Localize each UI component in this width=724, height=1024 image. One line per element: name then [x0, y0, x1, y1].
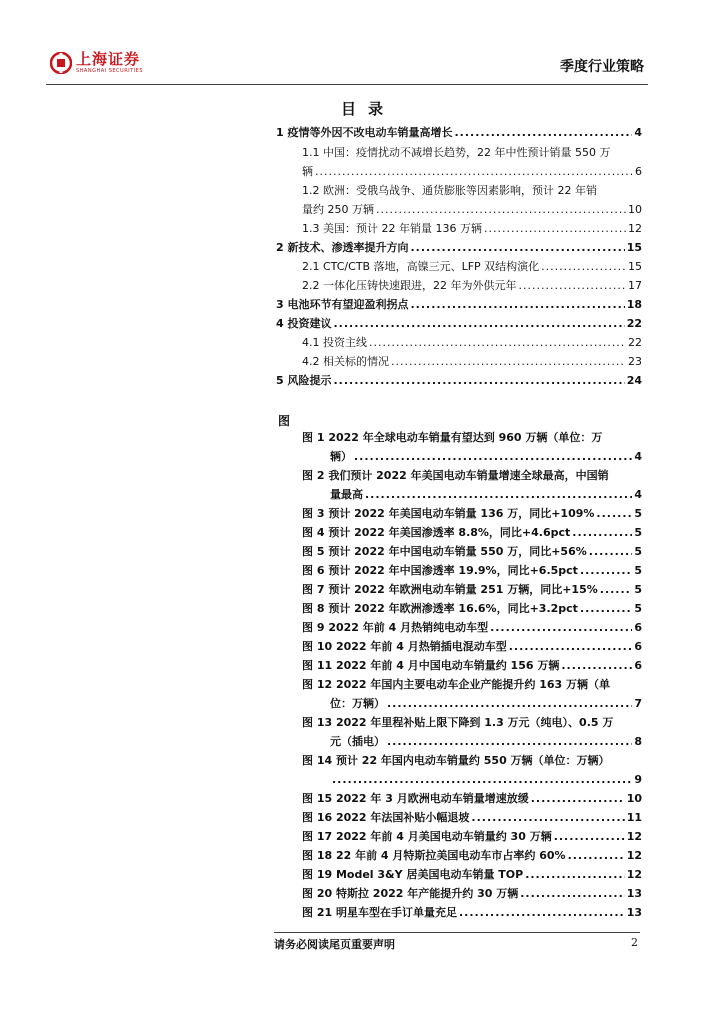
figure-entry-page: 5 — [634, 564, 642, 577]
figure-entry-text[interactable]: 图 12 2022 年国内主要电动车企业产能提升约 163 万辆（单 — [302, 678, 611, 691]
figure-entry-page: 9 — [634, 773, 642, 786]
figures-section-label: 图 — [278, 414, 291, 428]
toc-entry-page: 6 — [635, 165, 642, 178]
figure-entry-text: 图 7 预计 2022 年欧洲电动车销量 251 万辆，同比+15% — [302, 583, 598, 596]
footer-divider — [274, 932, 640, 933]
figure-entry-text: 图 5 预计 2022 年中国电动车销量 550 万，同比+56% — [302, 545, 587, 558]
toc-entry-text: 5 风险提示 — [276, 374, 332, 387]
toc-entry-text: 4.1 投资主线 — [302, 336, 367, 349]
figure-entry-text: 图 16 2022 年法国补贴小幅退坡 — [302, 811, 470, 824]
figure-entry-page: 5 — [634, 507, 642, 520]
toc-entry-page: 22 — [628, 336, 642, 349]
figure-entry-page: 5 — [634, 526, 642, 539]
toc-entry-page: 10 — [628, 203, 642, 216]
figure-entry[interactable] — [330, 772, 642, 788]
figure-entry-page: 4 — [634, 450, 642, 463]
shanghai-securities-logo-icon — [50, 52, 72, 74]
page-number: 2 — [631, 936, 638, 949]
toc-entry[interactable] — [276, 316, 642, 332]
figure-entry[interactable] — [302, 848, 642, 864]
figure-entry-text[interactable]: 图 13 2022 年里程补贴上限下降到 1.3 万元（纯电）、0.5 万 — [302, 716, 614, 729]
toc-entry-text: 2.2 一体化压铸快速跟进，22 年为外供元年 — [302, 279, 517, 292]
toc-entry-text[interactable]: 1.1 中国：疫情扰动不减增长趋势，22 年中性预计销量 550 万 — [302, 146, 611, 159]
toc-entry-page: 24 — [626, 374, 642, 387]
toc-entry-page: 4 — [634, 126, 642, 139]
figure-entry-text: 图 4 预计 2022 年美国渗透率 8.8%，同比+4.6pct — [302, 526, 571, 539]
figure-entry-page: 11 — [626, 811, 642, 824]
toc-entry-text: 2.1 CTC/CTB 落地，高镍三元、LFP 双结构演化 — [302, 260, 540, 273]
figure-entry-text: 图 10 2022 年前 4 月热销插电混动车型 — [302, 640, 507, 653]
toc-entry-text: 1 疫情等外因不改电动车销量高增长 — [276, 126, 453, 139]
figure-entry-page: 5 — [634, 583, 642, 596]
figure-entry-text[interactable]: 图 14 预计 22 年国内电动车销量约 550 万辆（单位：万辆） — [302, 754, 610, 767]
figure-entry-page: 8 — [634, 735, 642, 748]
toc-entry-text: 3 电池环节有望迎盈利拐点 — [276, 298, 409, 311]
figure-entry-page: 12 — [626, 849, 642, 862]
toc-entry-text: 量约 250 万辆 — [302, 203, 374, 216]
toc-entry-page: 12 — [628, 222, 642, 235]
page-footer — [274, 932, 640, 951]
toc-entry[interactable] — [302, 335, 642, 351]
toc-entry-text: 1.3 美国：预计 22 年销量 136 万辆 — [302, 222, 482, 235]
toc-entry-page: 15 — [628, 260, 642, 273]
brand-name: 上海证券 — [76, 50, 141, 68]
figure-entry[interactable] — [330, 449, 642, 465]
figure-entry-page: 6 — [634, 659, 642, 672]
figure-entry-text: 图 8 预计 2022 年欧洲渗透率 16.6%，同比+3.2pct — [302, 602, 578, 615]
toc-entry[interactable] — [302, 221, 642, 237]
toc-entry-page: 22 — [626, 317, 642, 330]
figure-entry-page: 7 — [634, 697, 642, 710]
figure-entry-text: 图 19 Model 3&Y 居美国电动车销量 TOP — [302, 868, 524, 881]
figure-entry-page: 6 — [634, 621, 642, 634]
figure-entry-page: 13 — [626, 887, 642, 900]
toc-entry[interactable] — [302, 202, 642, 218]
figure-entry[interactable] — [302, 506, 642, 522]
figure-entry-text[interactable]: 图 1 2022 年全球电动车销量有望达到 960 万辆（单位：万 — [302, 431, 603, 444]
brand-logo — [50, 52, 143, 74]
figure-entry-page: 10 — [626, 792, 642, 805]
figure-entry-text: 图 9 2022 年前 4 月热销纯电动车型 — [302, 621, 489, 634]
figure-entry-text: 图 3 预计 2022 年美国电动车销量 136 万，同比+109% — [302, 507, 595, 520]
figure-entry-text: 位：万辆） — [330, 697, 385, 710]
figure-entry-page: 4 — [634, 488, 642, 501]
figure-entry-page: 12 — [626, 830, 642, 843]
report-type: 季度行业策略 — [560, 59, 644, 75]
figure-entry-text: 图 15 2022 年 3 月欧洲电动车销量增速放缓 — [302, 792, 529, 805]
toc-entry-page: 18 — [626, 298, 642, 311]
figure-entry-text: 图 6 预计 2022 年中国渗透率 19.9%，同比+6.5pct — [302, 564, 578, 577]
disclaimer-notice: 请务必阅读尾页重要声明 — [274, 938, 395, 951]
figure-entry-text: 图 11 2022 年前 4 月中国电动车销量约 156 万辆 — [302, 659, 560, 672]
figure-entry-text[interactable]: 图 2 我们预计 2022 年美国电动车销量增速全球最高，中国销 — [302, 469, 609, 482]
figure-entry[interactable] — [302, 829, 642, 845]
figure-entry-page: 13 — [626, 906, 642, 919]
figure-entry[interactable] — [302, 791, 642, 807]
figure-entry-text: 图 17 2022 年前 4 月美国电动车销量约 30 万辆 — [302, 830, 552, 843]
figure-entry[interactable] — [302, 525, 642, 541]
figure-entry-text: 图 18 22 年前 4 月特斯拉美国电动车市占率约 60% — [302, 849, 566, 862]
toc-entry-text: 2 新技术、渗透率提升方向 — [276, 241, 409, 254]
toc-entry-text[interactable]: 1.2 欧洲：受俄乌战争、通货膨胀等因素影响，预计 22 年销 — [302, 184, 597, 197]
toc-entry-text: 4 投资建议 — [276, 317, 332, 330]
toc-title: 目录 — [340, 100, 395, 118]
figure-entry-text: 图 20 特斯拉 2022 年产能提升约 30 万辆 — [302, 887, 519, 900]
figure-entry[interactable] — [302, 582, 642, 598]
toc-entry[interactable] — [302, 259, 642, 275]
figure-entry-text: 辆） — [330, 450, 352, 463]
header-divider — [46, 84, 648, 85]
figure-entry[interactable] — [302, 810, 642, 826]
figure-entry[interactable] — [302, 544, 642, 560]
toc-entry[interactable] — [276, 125, 642, 141]
toc-entry-page: 15 — [626, 241, 642, 254]
toc-entry-text: 辆 — [302, 165, 313, 178]
figure-entry[interactable] — [302, 905, 642, 921]
toc-entry[interactable] — [276, 240, 642, 256]
toc-entry-text: 4.2 相关标的情况 — [302, 355, 389, 368]
figure-entry[interactable] — [330, 696, 642, 712]
figure-entry[interactable] — [302, 620, 642, 636]
figure-entry-page: 6 — [634, 640, 642, 653]
figure-entry[interactable] — [330, 487, 642, 503]
figure-entry[interactable] — [302, 601, 642, 617]
brand-name-en: SHANGHAI SECURITIES — [76, 68, 144, 74]
figure-entry-page: 5 — [634, 545, 642, 558]
figure-entry[interactable] — [302, 563, 642, 579]
figure-entry[interactable] — [302, 658, 642, 674]
figure-entry[interactable] — [302, 886, 642, 902]
figure-entry-text: 图 21 明星车型在手订单量充足 — [302, 906, 457, 919]
figure-entry-page: 5 — [634, 602, 642, 615]
toc-entry-page: 23 — [628, 355, 642, 368]
toc-entry[interactable] — [276, 297, 642, 313]
figure-entry[interactable] — [302, 867, 642, 883]
toc-entry-page: 17 — [628, 279, 642, 292]
figure-entry-page: 12 — [626, 868, 642, 881]
figure-entry[interactable] — [330, 734, 642, 750]
toc-entry[interactable] — [302, 164, 642, 180]
toc-entry[interactable] — [302, 354, 642, 370]
toc-entry[interactable] — [276, 373, 642, 389]
page-header — [46, 50, 648, 84]
toc-entry[interactable] — [302, 278, 642, 294]
figure-entry[interactable] — [302, 639, 642, 655]
figure-entry-text: 量最高 — [330, 488, 363, 501]
figure-entry-text: 元（插电） — [330, 735, 385, 748]
